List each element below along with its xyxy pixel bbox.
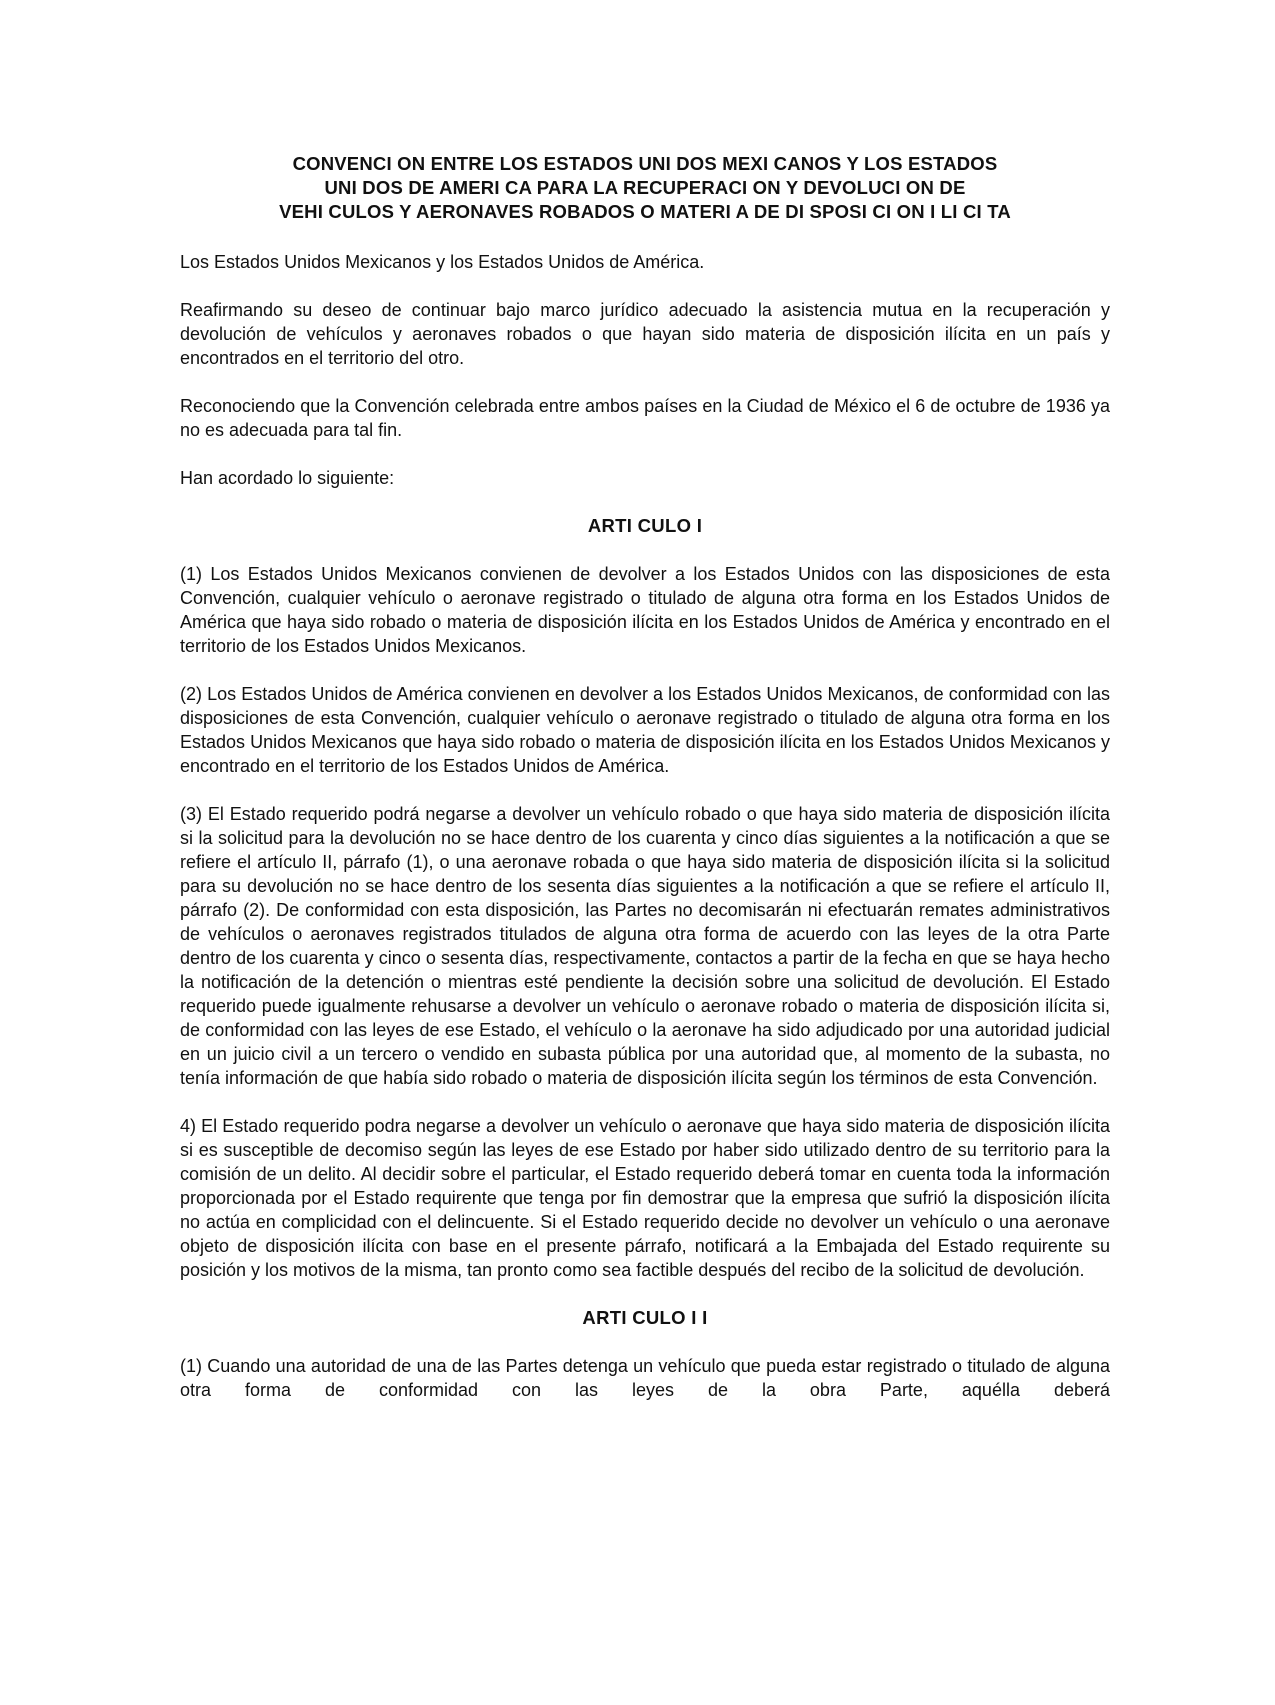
- document-title: [180, 152, 1110, 224]
- preamble-parties: Los Estados Unidos Mexicanos y los Estados Unidos de América.: [180, 252, 705, 272]
- article-1-paragraph-3: (3) El Estado requerido podrá negarse a devolver un vehículo robado o que haya sido materia de disposición ilícita si la solicitud para la devolución no se hace dentro de los cuarenta y cinco días siguientes a la notificación a que se refiere el artículo II, párrafo (1), o una aeronave robada o que haya sido materia de disposición ilícita si la solicitud para su devolución no se hace dentro de los sesenta días siguientes a la notificación a que se refiere el artículo II, párrafo (2). De conformidad con esta disposición, las Partes no decomisarán ni efectuarán remates administrativos de vehículos o aeronaves registrados titulados de alguna otra forma de acuerdo con las leyes de la otra Parte dentro de los cuarenta y cinco o sesenta días, respectivamente, contactos a partir de la fecha en que se haya hecho la notificación de la detención o mientras esté pendiente la decisión sobre una solicitud de devolución. El Estado requerido puede igualmente rehusarse a devolver un vehículo o aeronave robado o materia de disposición ilícita si, de conformidad con las leyes de ese Estado, el vehículo o la aeronave ha sido adjudicado por una autoridad judicial en un juicio civil a un tercero o vendido en subasta pública por una autoridad que, al momento de la subasta, no tenía información de que había sido robado o materia de disposición ilícita según los términos de esta Convención.: [180, 804, 1110, 1088]
- article-2-heading: ARTI CULO I I: [582, 1307, 708, 1328]
- title-line-3: VEHI CULOS Y AERONAVES ROBADOS O MATERI A DE DI SPOSI CI ON I LI CI TA: [279, 201, 1011, 222]
- preamble-agreed: Han acordado lo siguiente:: [180, 468, 395, 488]
- preamble-recognizing: Reconociendo que la Convención celebrada entre ambos países en la Ciudad de México el 6 de octubre de 1936 ya no es adecuada para tal fin.: [180, 396, 1110, 440]
- article-1-paragraph-2: (2) Los Estados Unidos de América convienen en devolver a los Estados Unidos Mexicanos, de conformidad con las disposiciones de esta Convención, cualquier vehículo o aeronave registrado o titulado de alguna otra forma en los Estados Unidos Mexicanos que haya sido robado o materia de disposición ilícita en los Estados Unidos Mexicanos y encontrado en el territorio de los Estados Unidos de América.: [180, 684, 1110, 776]
- document-body: [180, 250, 1110, 1426]
- article-1-paragraph-1: (1) Los Estados Unidos Mexicanos convienen de devolver a los Estados Unidos con las disposiciones de esta Convención, cualquier vehículo o aeronave registrado o titulado de alguna otra forma en los Estados Unidos de América que haya sido robado o materia de disposición ilícita en los Estados Unidos de América y encontrado en el territorio de los Estados Unidos Mexicanos.: [180, 564, 1110, 656]
- article-1-heading: ARTI CULO I: [587, 515, 703, 536]
- article-2-paragraph-1: (1) Cuando una autoridad de una de las Partes detenga un vehículo que pueda estar registrado o titulado de alguna otra forma de conformidad con las leyes de la obra Parte, aquélla deberá: [180, 1356, 1110, 1400]
- preamble-reaffirming: Reafirmando su deseo de continuar bajo marco jurídico adecuado la asistencia mutua en la recuperación y devolución de vehículos y aeronaves robados o que hayan sido materia de disposición ilícita en un país y encontrados en el territorio del otro.: [180, 300, 1110, 368]
- article-1-paragraph-4: 4) El Estado requerido podra negarse a devolver un vehículo o aeronave que haya sido materia de disposición ilícita si es susceptible de decomiso según las leyes de ese Estado por haber sido utilizado dentro de su territorio para la comisión de un delito. Al decidir sobre el particular, el Estado requerido deberá tomar en cuenta toda la información proporcionada por el Estado requirente que tenga por fin demostrar que la empresa que sufrió la disposición ilícita no actúa en complicidad con el delincuente. Si el Estado requerido decide no devolver un vehículo o una aeronave objeto de disposición ilícita con base en el presente párrafo, notificará a la Embajada del Estado requirente su posición y los motivos de la misma, tan pronto como sea factible después del recibo de la solicitud de devolución.: [180, 1116, 1110, 1280]
- title-line-1: CONVENCI ON ENTRE LOS ESTADOS UNI DOS MEXI CANOS Y LOS ESTADOS: [292, 153, 998, 174]
- title-line-2: UNI DOS DE AMERI CA PARA LA RECUPERACI ON Y DEVOLUCI ON DE: [324, 177, 966, 198]
